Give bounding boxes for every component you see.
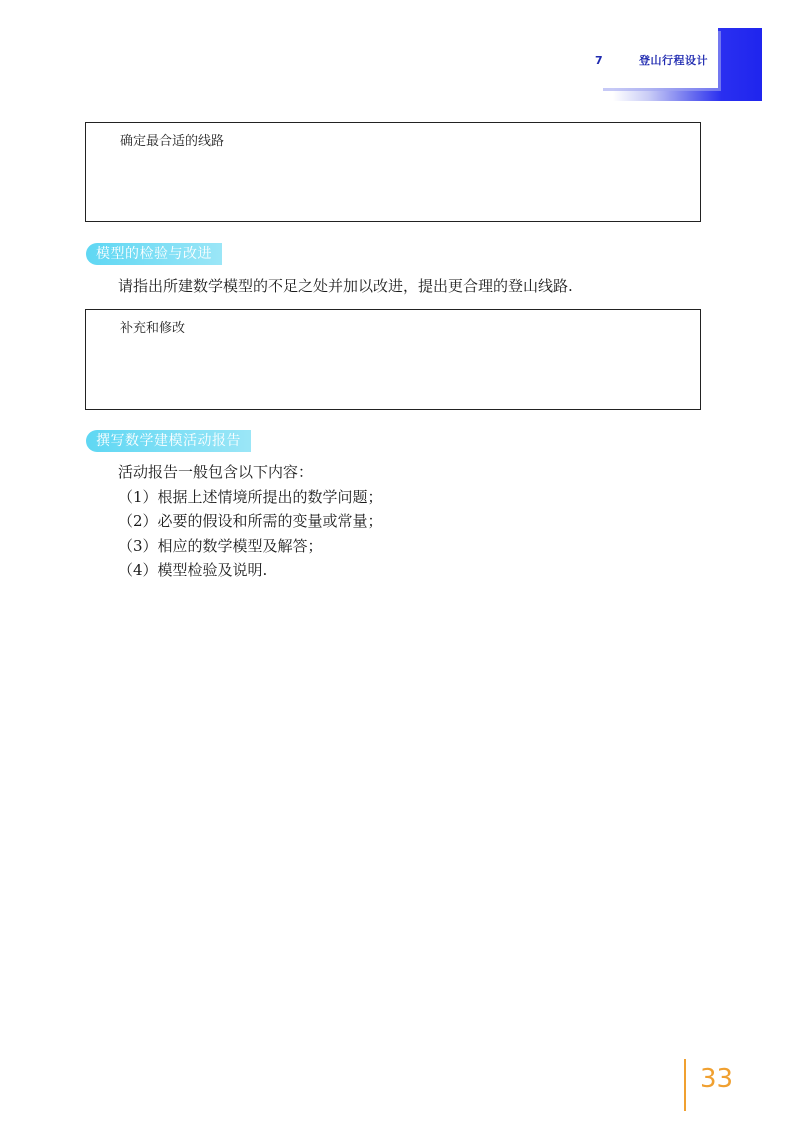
answer-box-label: 补充和修改: [120, 321, 186, 336]
answer-box-label: 确定最合适的线路: [120, 134, 225, 149]
answer-box-route[interactable]: [85, 122, 701, 222]
chapter-title: 登山行程设计: [639, 54, 708, 67]
section-label-report: 撰写数学建模活动报告: [86, 430, 251, 452]
answer-box-supplement[interactable]: [85, 309, 701, 410]
chapter-number: 7: [595, 54, 603, 67]
list-item: （4）模型检验及说明.: [118, 561, 268, 579]
page-number-divider: [684, 1059, 686, 1111]
section-label-model-test: 模型的检验与改进: [86, 243, 222, 265]
page-number: 33: [700, 1064, 734, 1094]
instruction-text: 请指出所建数学模型的不足之处并加以改进，提出更合理的登山线路.: [118, 277, 573, 295]
list-item: （2）必要的假设和所需的变量或常量；: [118, 512, 383, 530]
list-item: 活动报告一般包含以下内容：: [118, 463, 314, 481]
report-content-list: [118, 460, 383, 583]
list-item: （1）根据上述情境所提出的数学问题；: [118, 487, 383, 506]
list-item: （3）相应的数学模型及解答；: [118, 536, 323, 555]
